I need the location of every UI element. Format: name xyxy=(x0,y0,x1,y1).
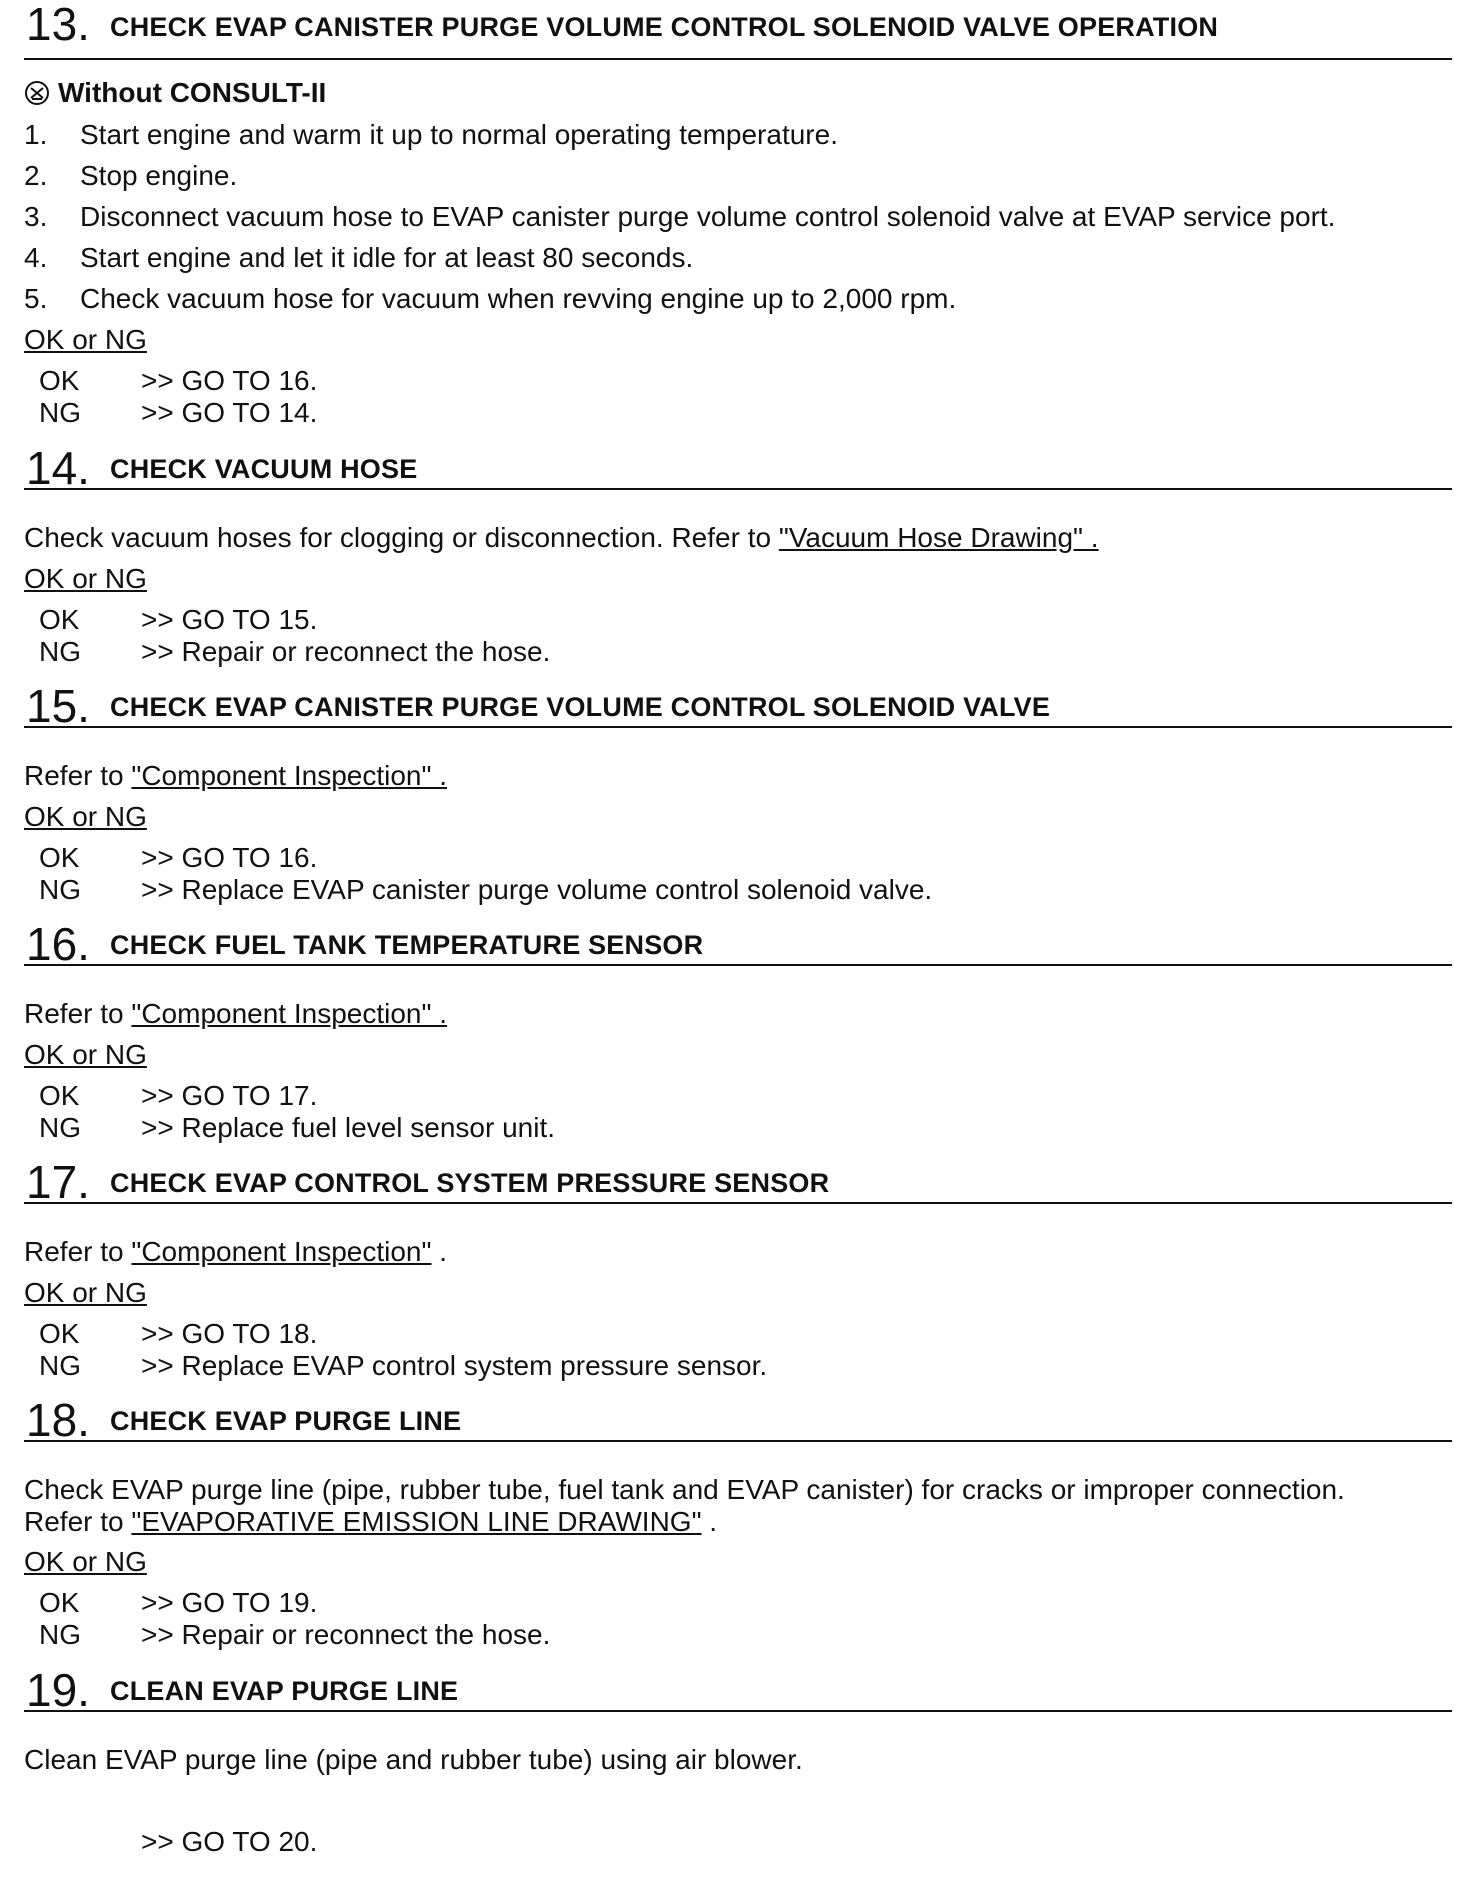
ok-action: >> GO TO 17. xyxy=(141,1080,318,1111)
ok-key: OK xyxy=(39,1318,80,1349)
ng-action: >> Repair or reconnect the hose. xyxy=(141,636,551,667)
ng-key: NG xyxy=(39,1350,81,1381)
step-text: Refer to "Component Inspection" . xyxy=(24,998,448,1029)
step-16 xyxy=(24,916,1452,1143)
ok-key: OK xyxy=(39,842,80,873)
component-inspection-link[interactable]: "Component Inspection" xyxy=(131,1236,432,1267)
ng-key: NG xyxy=(39,874,81,905)
step-number: 15. xyxy=(26,680,90,732)
ng-action: >> Repair or reconnect the hose. xyxy=(141,1619,551,1650)
ok-key: OK xyxy=(39,1080,80,1111)
step-title: CHECK EVAP CANISTER PURGE VOLUME CONTROL SOLENOID VALVE xyxy=(110,692,1051,722)
component-inspection-link[interactable]: "Component Inspection" . xyxy=(131,760,448,791)
ok-action: >> GO TO 16. xyxy=(141,842,318,873)
ng-action: >> GO TO 14. xyxy=(141,397,318,428)
ok-action: >> GO TO 19. xyxy=(141,1587,318,1618)
ng-key: NG xyxy=(39,1619,81,1650)
ng-key: NG xyxy=(39,397,81,428)
ok-or-ng-label: OK or NG xyxy=(24,563,147,594)
ng-key: NG xyxy=(39,636,81,667)
ok-or-ng-label: OK or NG xyxy=(24,1546,147,1577)
step-text: Check vacuum hoses for clogging or disconnection. Refer to "Vacuum Hose Drawing" . xyxy=(24,522,1099,553)
step-text: Refer to "Component Inspection" . xyxy=(24,1236,448,1267)
step-number: 17. xyxy=(26,1156,90,1208)
ok-action: >> GO TO 18. xyxy=(141,1318,318,1349)
procedure-item: 3. Disconnect vacuum hose to EVAP canister purge volume control solenoid valve at EVAP service port. xyxy=(24,201,1336,232)
step-title: CHECK FUEL TANK TEMPERATURE SENSOR xyxy=(110,930,704,960)
step-number: 19. xyxy=(26,1664,90,1716)
step-number: 13. xyxy=(26,0,90,50)
step-15-header xyxy=(24,678,1452,732)
step-title: CLEAN EVAP PURGE LINE xyxy=(110,1676,459,1706)
component-inspection-link[interactable]: "Component Inspection" . xyxy=(131,998,448,1029)
step-text: Refer to "Component Inspection" . xyxy=(24,760,448,791)
ok-key: OK xyxy=(39,604,80,635)
ng-action: >> Replace fuel level sensor unit. xyxy=(141,1112,556,1143)
step-title: CHECK VACUUM HOSE xyxy=(110,454,418,484)
step-15 xyxy=(24,678,1452,905)
step-title: CHECK EVAP PURGE LINE xyxy=(110,1406,462,1436)
step-13 xyxy=(24,0,1452,428)
ok-key: OK xyxy=(39,365,80,396)
subheading-text: Without CONSULT-II xyxy=(58,77,327,108)
ok-or-ng-label: OK or NG xyxy=(24,801,147,832)
step-title: CHECK EVAP CANISTER PURGE VOLUME CONTROL SOLENOID VALVE OPERATION xyxy=(110,12,1219,42)
step-17-header xyxy=(24,1154,1452,1208)
ok-or-ng-label: OK or NG xyxy=(24,1039,147,1070)
step-16-header xyxy=(24,916,1452,970)
ng-action: >> Replace EVAP control system pressure sensor. xyxy=(141,1350,768,1381)
ng-key: NG xyxy=(39,1112,81,1143)
step-18 xyxy=(24,1392,1452,1650)
vacuum-hose-drawing-link[interactable]: "Vacuum Hose Drawing" . xyxy=(778,522,1099,553)
step-number: 14. xyxy=(26,442,90,494)
ok-key: OK xyxy=(39,1587,80,1618)
step-17 xyxy=(24,1154,1452,1381)
step-18-header xyxy=(24,1392,1452,1446)
no-consult-icon xyxy=(24,80,50,106)
step-14 xyxy=(24,440,1452,667)
step-13-header xyxy=(24,0,1452,60)
procedure-item: 4. Start engine and let it idle for at least 80 seconds. xyxy=(24,242,694,273)
ok-or-ng-label: OK or NG xyxy=(24,1277,147,1308)
ok-or-ng-label: OK or NG xyxy=(24,324,147,355)
step-number: 18. xyxy=(26,1394,90,1446)
procedure-item: 2. Stop engine. xyxy=(24,160,238,191)
step-number: 16. xyxy=(26,918,90,970)
procedure-item: 5. Check vacuum hose for vacuum when revving engine up to 2,000 rpm. xyxy=(24,283,957,314)
step-19-header xyxy=(24,1662,1452,1716)
ok-action: >> GO TO 15. xyxy=(141,604,318,635)
ng-action: >> Replace EVAP canister purge volume control solenoid valve. xyxy=(141,874,933,905)
subheading xyxy=(24,76,326,109)
step-text: Clean EVAP purge line (pipe and rubber tube) using air blower. xyxy=(24,1744,803,1775)
step-text: Check EVAP purge line (pipe, rubber tube, fuel tank and EVAP canister) for cracks or improper connection. xyxy=(24,1474,1345,1505)
step-19 xyxy=(24,1662,1452,1857)
step-14-header xyxy=(24,440,1452,494)
step-text-refer: Refer to "EVAPORATIVE EMISSION LINE DRAWING" . xyxy=(24,1506,718,1537)
step-title: CHECK EVAP CONTROL SYSTEM PRESSURE SENSOR xyxy=(110,1168,830,1198)
evap-emission-line-drawing-link[interactable]: "EVAPORATIVE EMISSION LINE DRAWING" xyxy=(131,1506,702,1537)
procedure-item: 1. Start engine and warm it up to normal operating temperature. xyxy=(24,119,838,150)
ok-action: >> GO TO 16. xyxy=(141,365,318,396)
next-action: >> GO TO 20. xyxy=(141,1826,318,1857)
